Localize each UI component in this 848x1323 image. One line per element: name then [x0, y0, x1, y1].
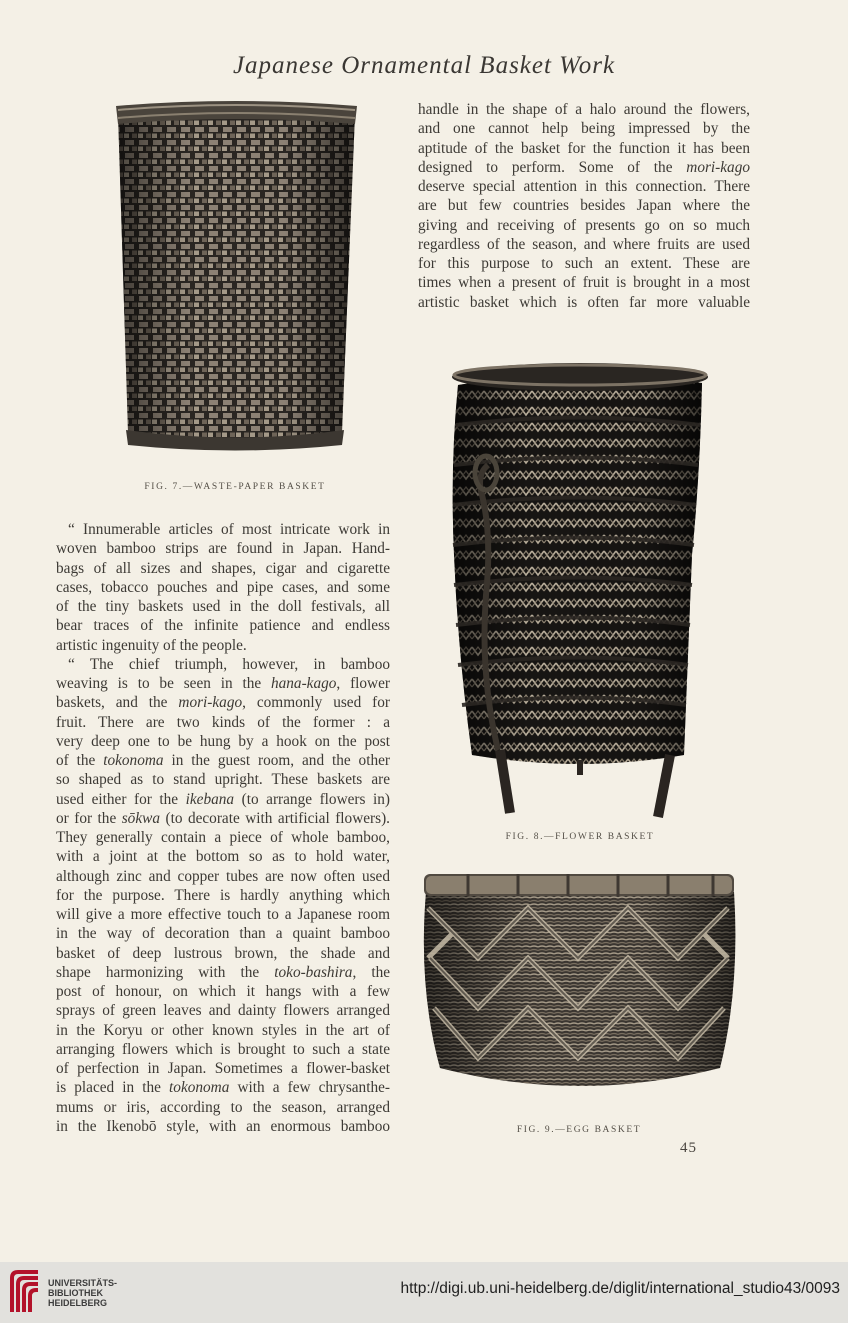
text-line: aptitude of the basket for the function it has been: [418, 139, 750, 157]
text-line: of the tokonoma in the guest room, and the other: [56, 752, 390, 769]
text-line: sprays of green leaves and dainty flowers arranged: [56, 1002, 390, 1020]
figure-egg-basket: [418, 868, 740, 1108]
text-line: regardless of the season, and where fruits are used: [418, 235, 750, 253]
library-logo-icon[interactable]: [8, 1270, 42, 1314]
text-line: woven bamboo strips are found in Japan. Hand-: [56, 540, 390, 558]
text-line: post of honour, on which it hangs with a few: [56, 983, 390, 1000]
figure-waste-paper-basket: [110, 100, 360, 455]
text-line: artistic basket which is often far more valuable: [418, 293, 750, 311]
text-line: so shaped as to stand upright. These baskets are: [56, 771, 390, 789]
text-line: in the Koryu or other known styles in the art of: [56, 1021, 390, 1039]
text-line: mums or iris, according to the season, arranged: [56, 1098, 390, 1116]
text-line: They generally contain a piece of whole bamboo,: [56, 829, 390, 846]
text-line: times when a present of fruit is brought in a most: [418, 274, 750, 292]
text-line: in the way of decoration than a quaint bamboo: [56, 925, 390, 943]
text-line: is placed in the tokonoma with a few chrysanthe-: [56, 1079, 390, 1097]
text-line: handle in the shape of a halo around the flowers,: [418, 101, 750, 118]
text-line: weaving is to be seen in the hana-kago, flower: [56, 675, 390, 692]
text-line: are but few countries besides Japan where the: [418, 197, 750, 215]
right-column-top-text: [418, 100, 750, 312]
left-column-text: [56, 520, 390, 1136]
figure-7-caption: FIG. 7.—WASTE-PAPER BASKET: [144, 482, 326, 492]
text-line: although zinc and copper tubes are now often used: [56, 867, 390, 885]
text-line: bear traces of the infinite patience and endless: [56, 617, 390, 635]
text-line: cases, tobacco pouches and pipe cases, and some: [56, 578, 390, 596]
text-line: bags of all sizes and shapes, cigar and cigarette: [56, 559, 390, 577]
library-name-line: UNIVERSITÄTS-: [48, 1278, 118, 1288]
library-name-line: BIBLIOTHEK: [48, 1288, 103, 1298]
text-line: will give a more effective touch to a Japanese room: [56, 906, 390, 923]
text-line: deserve special attention in this connection. There: [418, 178, 750, 195]
text-line: arranging flowers which is brought to such a state: [56, 1040, 390, 1058]
text-line: baskets, and the mori-kago, commonly used for: [56, 694, 391, 712]
text-line: very deep one to be hung by a hook on the post: [56, 732, 390, 750]
figure-8-caption: FIG. 8.—FLOWER BASKET: [505, 832, 655, 842]
figure-flower-basket: [448, 355, 712, 820]
library-name: [48, 1278, 117, 1308]
text-line: of the tiny baskets used in the doll festivals, all: [56, 598, 390, 615]
running-title: Japanese Ornamental Basket Work: [232, 52, 616, 79]
text-line: giving and receiving of presents go on so much: [418, 216, 750, 234]
text-line: artistic ingenuity of the people.: [56, 636, 247, 654]
text-line: shape harmonizing with the toko-bashira, the: [56, 963, 391, 981]
text-line: with a joint at the bottom so as to hold water,: [56, 848, 390, 866]
figure-9-caption: FIG. 9.—EGG BASKET: [516, 1125, 642, 1135]
text-line: used either for the ikebana (to arrange flowers in): [56, 790, 391, 808]
text-line: or for the sōkwa (to decorate with artificial flowers).: [56, 809, 390, 827]
text-line: and one cannot help being impressed by the: [418, 120, 750, 138]
text-line: “ Innumerable articles of most intricate work in: [68, 521, 390, 538]
library-name-line: HEIDELBERG: [48, 1298, 108, 1308]
text-line: for the purpose. There is hardly anything which: [56, 886, 390, 904]
source-url-link[interactable]: http://digi.ub.uni-heidelberg.de/diglit/international_studio43/0093: [400, 1280, 840, 1297]
text-line: of perfection in Japan. Sometimes a flower-basket: [56, 1060, 390, 1077]
text-line: in the Ikenobō style, with an enormous bamboo: [56, 1117, 390, 1135]
text-line: designed to perform. Some of the mori-kago: [418, 158, 750, 176]
text-line: “ The chief triumph, however, in bamboo: [68, 655, 390, 673]
text-line: basket of deep lustrous brown, the shade and: [56, 944, 390, 962]
text-line: fruit. There are two kinds of the former : a: [56, 713, 390, 731]
page-number: 45: [680, 1140, 697, 1156]
text-line: for this purpose to such an extent. These are: [418, 255, 750, 272]
footer-bar: [0, 1262, 848, 1323]
